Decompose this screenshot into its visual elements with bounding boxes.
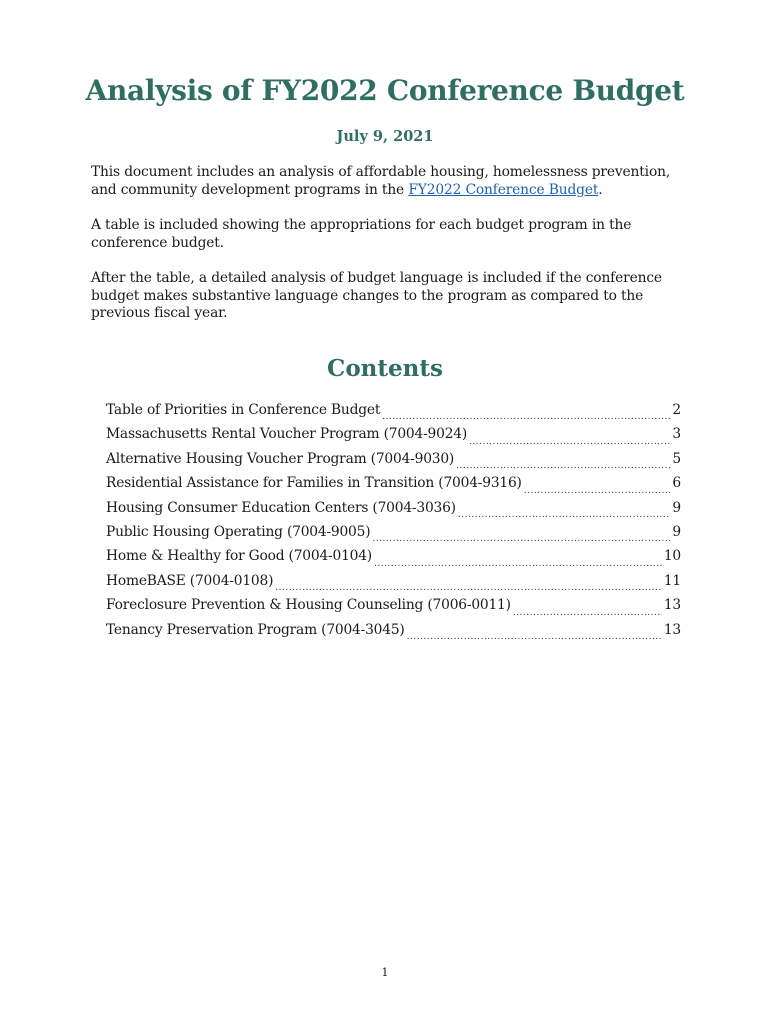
toc-entry-page: 10 — [663, 548, 681, 565]
toc-entry[interactable] — [106, 500, 681, 524]
toc-entry[interactable] — [106, 597, 681, 621]
toc-leader-dots — [275, 583, 662, 597]
toc-entry[interactable] — [106, 573, 681, 597]
intro-text-end: . — [598, 181, 603, 198]
intro-text: This document includes an analysis of affordable housing, homelessness prevention, and community development programs in the — [91, 164, 671, 198]
toc-leader-dots — [372, 534, 670, 548]
conference-budget-link[interactable]: FY2022 Conference Budget — [408, 181, 599, 198]
toc-entry-page: 3 — [672, 426, 681, 443]
toc-entry-page: 2 — [672, 402, 681, 418]
intro-paragraph — [91, 164, 691, 199]
page-number: 1 — [381, 966, 389, 979]
analysis-note-paragraph: After the table, a detailed analysis of budget language is included if the conference budget makes substantive language changes to the program as compared to the previous fiscal year. — [91, 270, 662, 321]
table-note-paragraph: A table is included showing the appropriations for each budget program in the conference budget. — [91, 217, 632, 251]
toc-entry[interactable] — [106, 622, 681, 646]
toc-entry[interactable] — [106, 475, 681, 499]
toc-entry-page: 11 — [663, 572, 681, 589]
toc-entry-label: Foreclosure Prevention & Housing Counseling (7006-0011) — [106, 597, 511, 614]
toc-entry-label: Home & Healthy for Good (7004-0104) — [106, 548, 372, 565]
toc-entry-page: 9 — [672, 523, 681, 540]
toc-entry[interactable] — [106, 524, 681, 548]
toc-leader-dots — [524, 486, 671, 500]
contents-heading: Contents — [327, 355, 443, 382]
table-of-contents — [106, 402, 681, 646]
toc-entry-label: Alternative Housing Voucher Program (7004-9030) — [106, 450, 455, 467]
toc-entry-label: Tenancy Preservation Program (7004-3045) — [106, 621, 405, 638]
toc-leader-dots — [407, 632, 662, 646]
toc-entry-label: Table of Priorities in Conference Budget — [106, 402, 381, 418]
toc-leader-dots — [458, 510, 671, 524]
toc-entry-page: 9 — [672, 499, 681, 516]
document-date: July 9, 2021 — [336, 128, 434, 145]
toc-entry-page: 13 — [663, 621, 681, 638]
toc-entry-label: Residential Assistance for Families in Transition (7004-9316) — [106, 475, 522, 492]
toc-leader-dots — [469, 437, 670, 451]
toc-entry[interactable] — [106, 548, 681, 572]
toc-entry-page: 13 — [663, 597, 681, 614]
toc-entry[interactable] — [106, 402, 681, 426]
toc-leader-dots — [513, 608, 662, 622]
toc-leader-dots — [456, 461, 670, 475]
document-title: Analysis of FY2022 Conference Budget — [85, 74, 685, 107]
toc-entry[interactable] — [106, 426, 681, 450]
toc-entry-label: HomeBASE (7004-0108) — [106, 572, 274, 589]
toc-entry[interactable] — [106, 451, 681, 475]
toc-entry-page: 6 — [672, 475, 681, 492]
toc-entry-label: Public Housing Operating (7004-9005) — [106, 523, 371, 540]
toc-entry-page: 5 — [672, 450, 681, 467]
toc-leader-dots — [374, 559, 662, 573]
toc-entry-label: Housing Consumer Education Centers (7004-3036) — [106, 499, 456, 516]
toc-leader-dots — [382, 412, 670, 426]
toc-entry-label: Massachusetts Rental Voucher Program (7004-9024) — [106, 426, 468, 443]
